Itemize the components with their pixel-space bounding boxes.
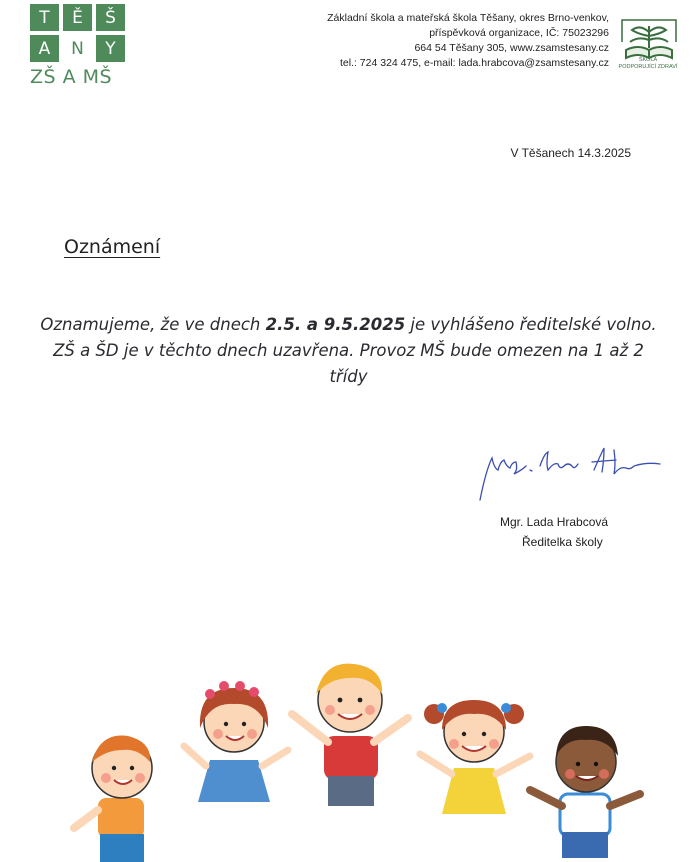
address-line: příspěvková organizace, IČ: 75023296 <box>429 27 609 39</box>
logo-letter: Š <box>96 4 125 31</box>
logo-letter-grid <box>30 4 126 62</box>
child-figure <box>420 700 530 814</box>
handwritten-signature <box>470 440 670 510</box>
address-line: tel.: 724 324 475, e-mail: lada.hrabcova@zsamstesany.cz <box>339 57 609 69</box>
seal-caption <box>612 57 684 71</box>
school-logo <box>30 4 126 88</box>
announcement-part: Oznamujeme, že ve dnech <box>40 315 266 334</box>
address-line: Základní škola a mateřská škola Těšany, okres Brno-venkov, <box>327 12 609 24</box>
child-figure <box>292 664 408 806</box>
address-line: 664 54 Těšany 305, www.zsamstesany.cz <box>414 42 609 54</box>
logo-letter: T <box>30 4 59 31</box>
signer-name: Mgr. Lada Hrabcová <box>500 515 609 529</box>
jumping-children-illustration <box>70 650 680 862</box>
announcement-dates: 2.5. a 9.5.2025 <box>265 315 406 334</box>
logo-letter: Ě <box>63 4 92 31</box>
logo-subtitle: ZŠ A MŠ <box>30 66 113 88</box>
logo-letter: Y <box>96 35 125 62</box>
child-figure <box>74 736 152 862</box>
page-title: Oznámení <box>64 236 161 258</box>
signer-role: Ředitelka školy <box>522 535 603 549</box>
signer-block <box>500 512 608 552</box>
announcement-text <box>40 312 657 390</box>
announcement-part: je vyhlášeno ředitelské volno. ZŠ a ŠD je v těchto dnech uzavřena. Provoz MŠ bude omezen na 1 až 2 třídy <box>53 315 657 386</box>
school-address <box>289 11 609 71</box>
logo-letter: N <box>63 35 92 62</box>
child-figure <box>184 681 288 802</box>
document-date: V Těšanech 14.3.2025 <box>510 146 631 160</box>
logo-letter: A <box>30 35 59 62</box>
seal-caption-line: ŠKOLA <box>638 57 658 63</box>
child-figure <box>530 726 640 858</box>
seal-caption-line: PODPORUJÍCÍ ZDRAVÍ <box>618 64 678 70</box>
